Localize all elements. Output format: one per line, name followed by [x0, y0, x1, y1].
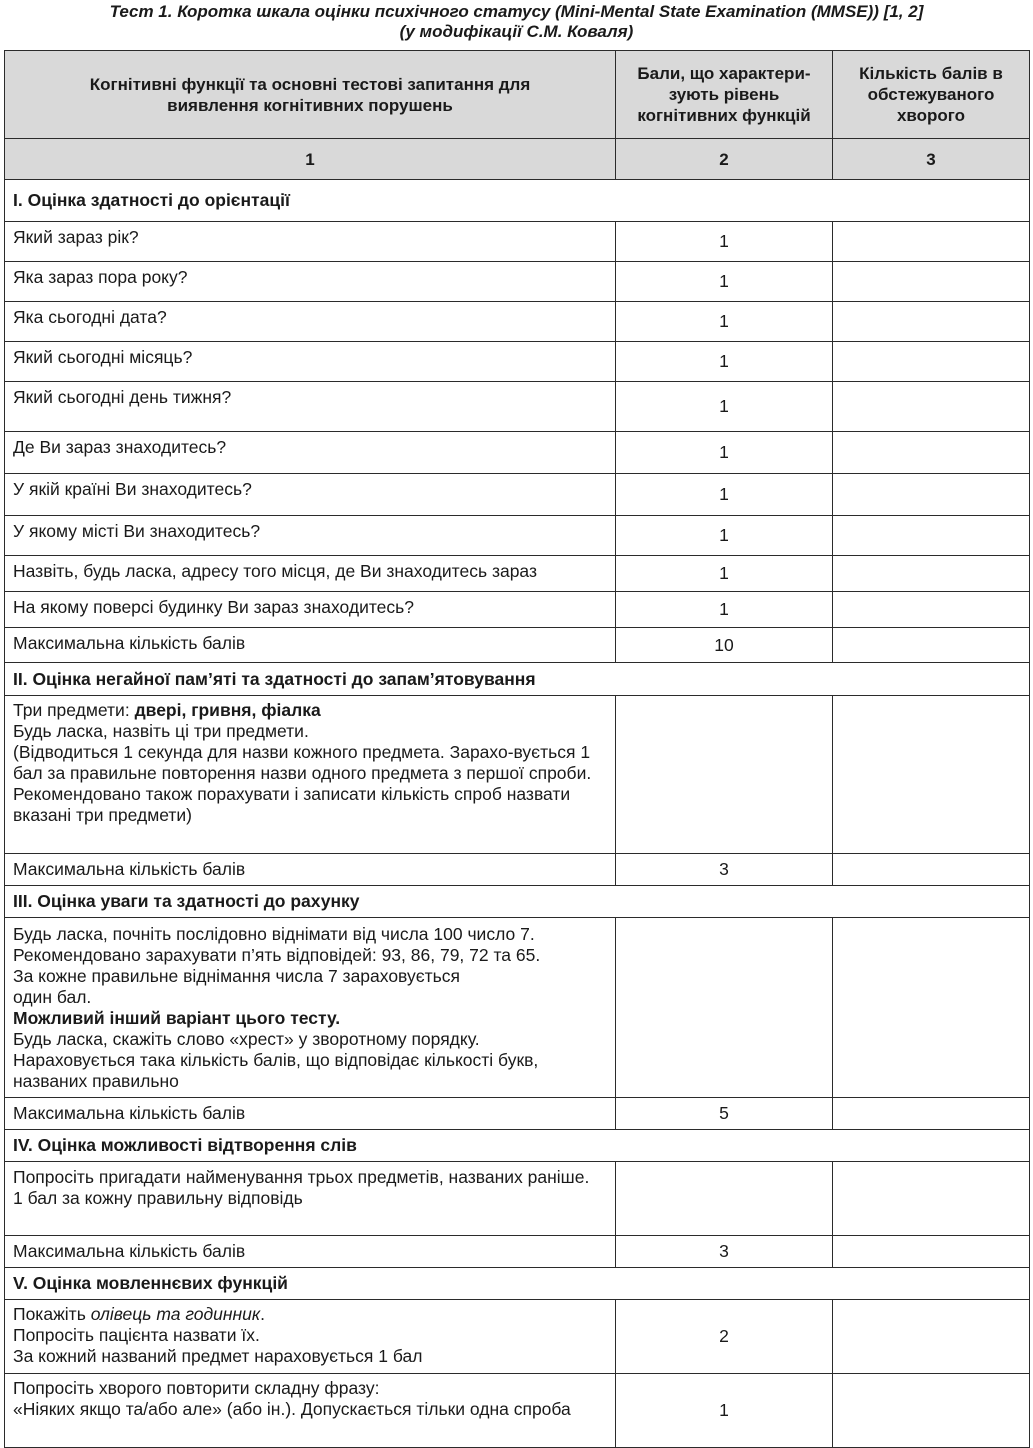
score-value — [616, 918, 833, 1098]
table-row — [5, 342, 1030, 382]
table-row — [5, 222, 1030, 262]
table-row — [5, 474, 1030, 516]
question-text: Де Ви зараз знаходитесь? — [5, 432, 616, 474]
table-row — [5, 432, 1030, 474]
max-score-row — [5, 1098, 1030, 1130]
section-1-title: I. Оцінка здатності до орієнтації — [5, 180, 1030, 222]
items-text: двері, гривня, фіалка — [134, 700, 321, 720]
header-col2: Бали, що характери-зують рівень когнітивних функцій — [616, 51, 833, 139]
question-text: У якому місті Ви знаходитесь? — [5, 516, 616, 556]
question-text: Який сьогодні день тижня? — [5, 382, 616, 432]
section-4-title: IV. Оцінка можливості відтворення слів — [5, 1130, 1030, 1162]
score-value: 1 — [616, 342, 833, 382]
lead-text: Три предмети: — [13, 700, 130, 720]
table-row — [5, 1374, 1030, 1448]
score-value: 1 — [616, 592, 833, 628]
table-row — [5, 1162, 1030, 1236]
patient-score-cell — [833, 432, 1030, 474]
patient-score-cell — [833, 516, 1030, 556]
question-text — [5, 1374, 616, 1448]
table-row — [5, 1300, 1030, 1374]
section-1-row — [5, 180, 1030, 222]
max-score-row — [5, 1236, 1030, 1268]
table-row — [5, 918, 1030, 1098]
max-score-row — [5, 628, 1030, 663]
question-text — [5, 696, 616, 854]
instruction-line: Рекомендовано також порахувати і записати кількість спроб назвати вказані три предмети) — [13, 784, 571, 825]
table-row — [5, 302, 1030, 342]
section-2-title: II. Оцінка негайної пам’яті та здатності до запам’ятовування — [5, 663, 1030, 696]
max-score-value: 3 — [616, 854, 833, 886]
items-text: олівець та годинник — [90, 1304, 261, 1324]
table-row — [5, 696, 1030, 854]
instruction-line: Попросіть пацієнта назвати їх. — [13, 1325, 260, 1345]
question-text: Яка зараз пора року? — [5, 262, 616, 302]
instruction-line: «Ніяких якщо та/або але» (або ін.). Допускається тільки одна спроба — [13, 1399, 571, 1419]
header-num3: 3 — [833, 139, 1030, 180]
title-line-2: (у модифікації С.М. Коваля) — [399, 22, 634, 41]
header-col1: Когнітивні функції та основні тестові запитання для виявлення когнітивних порушень — [5, 51, 616, 139]
score-value: 1 — [616, 556, 833, 592]
section-2-row — [5, 663, 1030, 696]
score-value: 1 — [616, 516, 833, 556]
patient-score-cell — [833, 854, 1030, 886]
patient-score-cell — [833, 1162, 1030, 1236]
instruction-line: Попросіть хворого повторити складну фразу: — [13, 1378, 380, 1398]
question-text — [5, 918, 616, 1098]
score-value: 1 — [616, 262, 833, 302]
max-score-label: Максимальна кількість балів — [5, 1098, 616, 1130]
table-row — [5, 516, 1030, 556]
patient-score-cell — [833, 222, 1030, 262]
instruction-line: Будь ласка, назвіть ці три предмети. — [13, 721, 309, 741]
instruction-line: Будь ласка, скажіть слово «хрест» у зворотному порядку. — [13, 1029, 480, 1049]
patient-score-cell — [833, 1374, 1030, 1448]
score-value: 1 — [616, 432, 833, 474]
score-value — [616, 696, 833, 854]
question-text: Яка сьогодні дата? — [5, 302, 616, 342]
patient-score-cell — [833, 262, 1030, 302]
score-value: 1 — [616, 302, 833, 342]
alternative-heading: Можливий інший варіант цього тесту. — [13, 1008, 341, 1028]
score-value: 1 — [616, 382, 833, 432]
table-row — [5, 262, 1030, 302]
max-score-label: Максимальна кількість балів — [5, 628, 616, 663]
document-title — [0, 0, 1033, 42]
header-num1: 1 — [5, 139, 616, 180]
max-score-label: Максимальна кількість балів — [5, 1236, 616, 1268]
question-text: На якому поверсі будинку Ви зараз знаходитесь? — [5, 592, 616, 628]
patient-score-cell — [833, 696, 1030, 854]
section-4-row — [5, 1130, 1030, 1162]
instruction-line: Рекомендовано зарахувати п’ять відповідей: 93, 86, 79, 72 та 65. — [13, 945, 541, 965]
section-5-row — [5, 1268, 1030, 1300]
section-3-row — [5, 886, 1030, 918]
lead-text: Покажіть — [13, 1304, 86, 1324]
max-score-label: Максимальна кількість балів — [5, 854, 616, 886]
score-value: 1 — [616, 474, 833, 516]
punctuation: . — [260, 1304, 266, 1324]
question-text — [5, 1300, 616, 1374]
score-value: 2 — [616, 1300, 833, 1374]
instruction-line: Нараховується така кількість балів, що відповідає кількості букв, названих правильно — [13, 1050, 539, 1091]
patient-score-cell — [833, 474, 1030, 516]
instruction-line: (Відводиться 1 секунда для назви кожного предмета. Зарахо-вується 1 бал за правильне повторення назви одного предмета з першої спроби. — [13, 742, 592, 783]
patient-score-cell — [833, 556, 1030, 592]
instruction-line: один бал. — [13, 987, 92, 1007]
max-score-value: 5 — [616, 1098, 833, 1130]
question-text — [5, 1162, 616, 1236]
patient-score-cell — [833, 1300, 1030, 1374]
question-text: Який сьогодні місяць? — [5, 342, 616, 382]
patient-score-cell — [833, 1236, 1030, 1268]
table-row — [5, 382, 1030, 432]
table-row — [5, 556, 1030, 592]
mmse-table — [4, 50, 1030, 1448]
patient-score-cell — [833, 1098, 1030, 1130]
patient-score-cell — [833, 592, 1030, 628]
header-number-row — [5, 139, 1030, 180]
instruction-line: Попросіть пригадати найменування трьох предметів, названих раніше. — [13, 1167, 590, 1187]
patient-score-cell — [833, 382, 1030, 432]
header-row — [5, 51, 1030, 139]
header-col3: Кількість балів в обстежуваного хворого — [833, 51, 1030, 139]
patient-score-cell — [833, 918, 1030, 1098]
question-text: Який зараз рік? — [5, 222, 616, 262]
instruction-line: 1 бал за кожну правильну відповідь — [13, 1188, 303, 1208]
max-score-value: 10 — [616, 628, 833, 663]
max-score-value: 3 — [616, 1236, 833, 1268]
score-value — [616, 1162, 833, 1236]
patient-score-cell — [833, 342, 1030, 382]
score-value: 1 — [616, 222, 833, 262]
instruction-line: За кожний названий предмет нараховується 1 бал — [13, 1346, 423, 1366]
section-5-title: V. Оцінка мовленнєвих функцій — [5, 1268, 1030, 1300]
section-3-title: III. Оцінка уваги та здатності до рахунку — [5, 886, 1030, 918]
patient-score-cell — [833, 302, 1030, 342]
score-value: 1 — [616, 1374, 833, 1448]
header-num2: 2 — [616, 139, 833, 180]
instruction-line: За кожне правильне віднімання числа 7 зараховується — [13, 966, 461, 986]
title-line-1: Тест 1. Коротка шкала оцінки психічного статусу (Mini-Mental State Examination (MMSE)) [1, 2] — [109, 2, 924, 21]
question-text: У якій країні Ви знаходитесь? — [5, 474, 616, 516]
question-text: Назвіть, будь ласка, адресу того місця, де Ви знаходитесь зараз — [5, 556, 616, 592]
max-score-row — [5, 854, 1030, 886]
instruction-line: Будь ласка, почніть послідовно віднімати від числа 100 число 7. — [13, 924, 535, 944]
table-row — [5, 592, 1030, 628]
patient-score-cell — [833, 628, 1030, 663]
